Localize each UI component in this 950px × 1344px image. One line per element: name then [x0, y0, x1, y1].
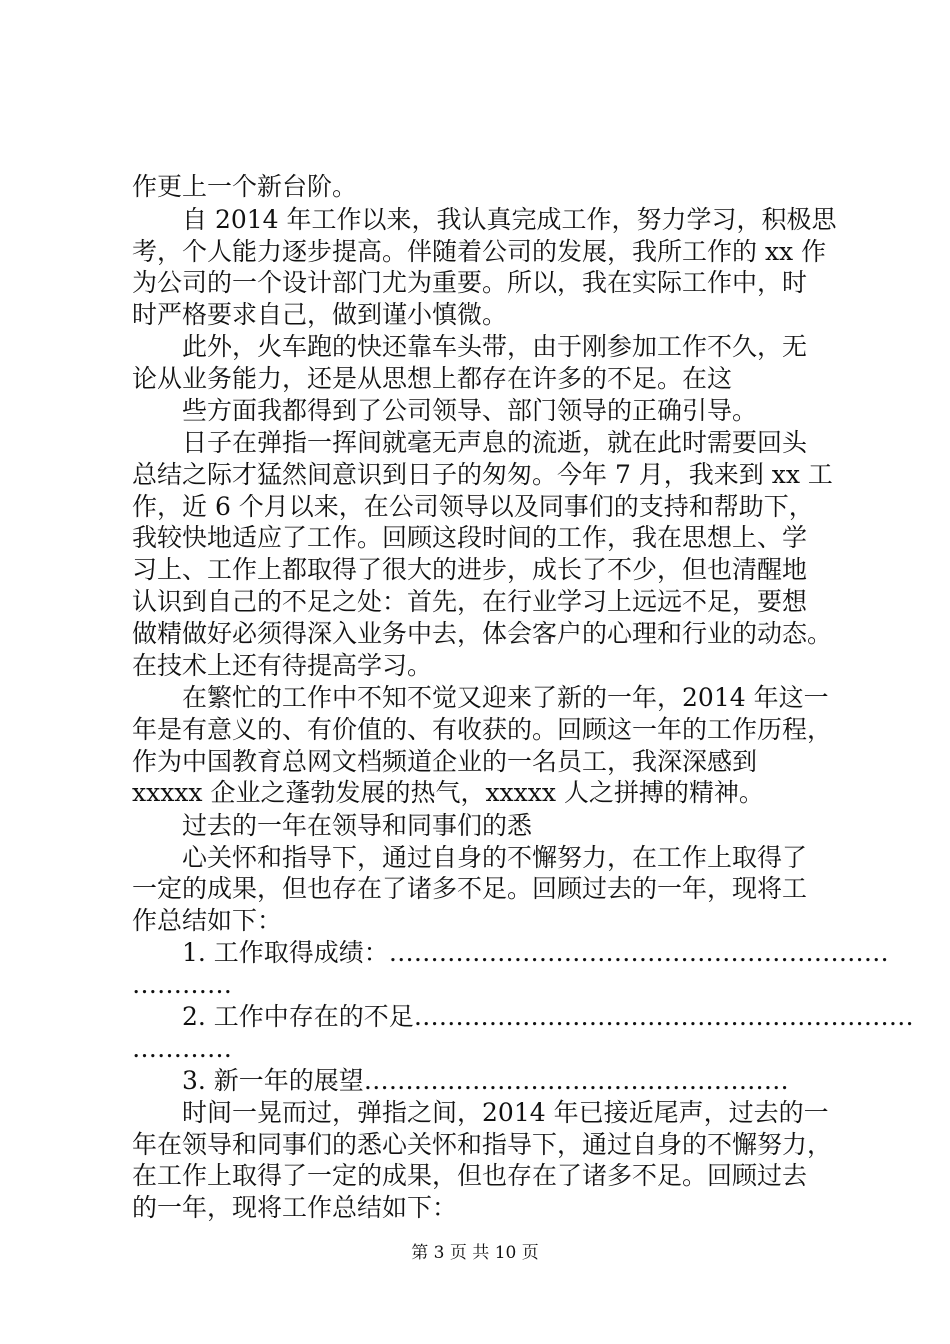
- body-text-line: 的一年，现将工作总结如下：: [132, 1193, 458, 1222]
- body-text-line: 为公司的一个设计部门尤为重要。所以，我在实际工作中，时: [132, 268, 808, 297]
- body-text-line: …………: [132, 1034, 232, 1063]
- body-text-line: 在工作上取得了一定的成果，但也存在了诸多不足。回顾过去: [132, 1161, 808, 1190]
- body-text-line: 在技术上还有待提高学习。: [132, 651, 433, 680]
- body-text-line: 些方面我都得到了公司领导、部门领导的正确引导。: [132, 396, 758, 425]
- body-text-line: 作更上一个新台阶。: [132, 172, 358, 201]
- body-text-line: 自 2014 年工作以来，我认真完成工作，努力学习，积极思: [132, 205, 837, 234]
- body-text-line: 3. 新一年的展望……………………………………………: [132, 1066, 789, 1095]
- body-text-line: 论从业务能力，还是从思想上都存在许多的不足。在这: [132, 364, 733, 393]
- body-text-line: 作总结如下：: [132, 906, 283, 935]
- body-text-line: 日子在弹指一挥间就毫无声息的流逝，就在此时需要回头: [132, 428, 808, 457]
- body-text-line: 此外，火车跑的快还靠车头带，由于刚参加工作不久，无: [132, 332, 808, 361]
- body-text-line: 过去的一年在领导和同事们的悉: [132, 811, 533, 840]
- body-text-line: 年在领导和同事们的悉心关怀和指导下，通过自身的不懈努力，: [132, 1130, 833, 1159]
- body-text-line: 时间一晃而过，弹指之间，2014 年已接近尾声，过去的一: [132, 1098, 829, 1127]
- body-text-line: 年是有意义的、有价值的、有收获的。回顾这一年的工作历程，: [132, 715, 833, 744]
- body-text-line: xxxxx 企业之蓬勃发展的热气，xxxxx 人之拼搏的精神。: [132, 778, 764, 807]
- body-text-line: 考，个人能力逐步提高。伴随着公司的发展，我所工作的 xx 作: [132, 237, 827, 266]
- body-text-line: 我较快地适应了工作。回顾这段时间的工作，我在思想上、学: [132, 523, 808, 552]
- body-text-line: 作为中国教育总网文档频道企业的一名员工，我深深感到: [132, 747, 758, 776]
- body-text-line: 总结之际才猛然间意识到日子的匆匆。今年 7 月，我来到 xx 工: [132, 460, 833, 489]
- body-text-line: 作，近 6 个月以来，在公司领导以及同事们的支持和帮助下，: [132, 492, 814, 521]
- body-text-line: 一定的成果，但也存在了诸多不足。回顾过去的一年，现将工: [132, 874, 808, 903]
- body-text-line: 1. 工作取得成绩：……………………………………………………: [132, 938, 889, 967]
- body-text-line: 时严格要求自己，做到谨小慎微。: [132, 300, 508, 329]
- page-footer: 第 3 页 共 10 页: [411, 1243, 539, 1263]
- body-text-line: 认识到自己的不足之处：首先，在行业学习上远远不足，要想: [132, 587, 808, 616]
- body-text-line: 习上、工作上都取得了很大的进步，成长了不少，但也清醒地: [132, 555, 808, 584]
- body-text-line: 2. 工作中存在的不足……………………………………………………: [132, 1002, 914, 1031]
- body-text-line: 心关怀和指导下，通过自身的不懈努力，在工作上取得了: [132, 843, 808, 872]
- body-text-line: 在繁忙的工作中不知不觉又迎来了新的一年，2014 年这一: [132, 683, 829, 712]
- body-text-line: 做精做好必须得深入业务中去，体会客户的心理和行业的动态。: [132, 619, 833, 648]
- body-text-line: …………: [132, 970, 232, 999]
